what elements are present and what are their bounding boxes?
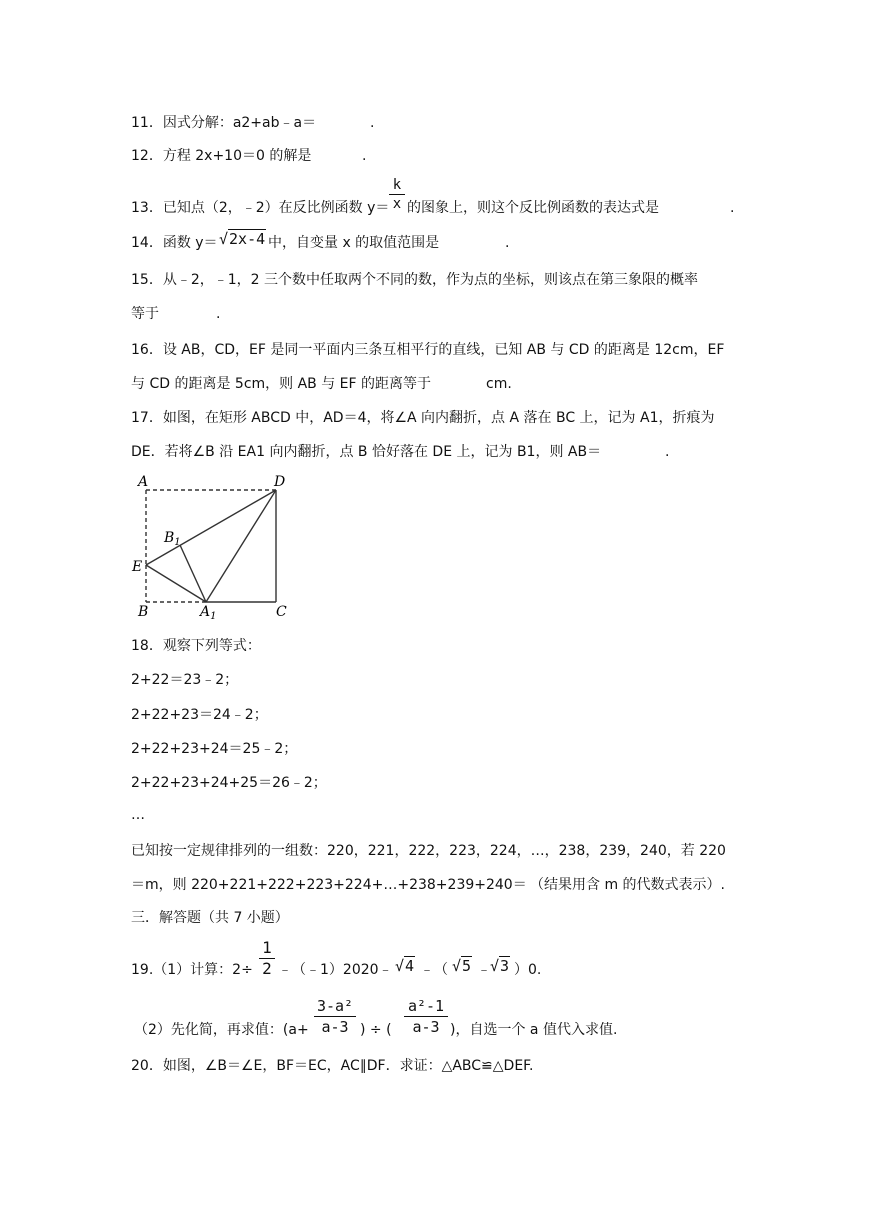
q18-eq1: 2+22＝23﹣2；	[131, 672, 239, 688]
q19-2-f1-den: a-3	[314, 1016, 356, 1037]
q14-radical	[219, 230, 266, 248]
q19-fraction	[259, 938, 275, 979]
q19-sqrt4	[395, 957, 415, 975]
q13-frac-den: x	[389, 194, 405, 213]
q17-line2: DE．若将∠B 沿 EA1 向内翻折，点 B 恰好落在 DE 上，记为 B1，则 AB＝	[131, 444, 602, 460]
label-D: D	[274, 474, 286, 490]
q13-frac-num: k	[392, 177, 402, 193]
q14-post: 中，自变量 x 的取值范围是	[268, 235, 440, 251]
q19-radicand-4: 4	[405, 957, 415, 975]
q19-radicand-3: 3	[500, 957, 510, 975]
label-E: E	[132, 559, 143, 575]
q19-minus: ﹣	[477, 962, 491, 978]
label-A1: $A_1$	[200, 604, 217, 620]
q18-line1: 已知按一定规律排列的一组数：220，221，222，223，224，…，238，239，240，若 220	[131, 843, 726, 859]
q14-end: .	[505, 235, 510, 251]
q19-sqrt5	[452, 957, 472, 975]
q20-line: 20．如图，∠B＝∠E，BF＝EC，AC∥DF．求证：△ABC≌△DEF.	[131, 1058, 534, 1074]
q12-end: .	[362, 148, 367, 164]
q16-line2: 与 CD 的距离是 5cm，则 AB 与 EF 的距离等于	[131, 376, 432, 392]
label-A: A	[138, 474, 149, 490]
q14-pre: 14．函数 y＝	[131, 235, 218, 251]
q19-2-pre: （2）先化简，再求值：(a+	[134, 1022, 309, 1038]
q19-1-mid: ﹣（﹣1）2020﹣	[278, 962, 393, 978]
q19-sqrt3	[490, 957, 510, 975]
sqrt-icon: √	[219, 230, 229, 248]
q13-post: 的图象上，则这个反比例函数的表达式是	[407, 200, 659, 216]
q13-fraction	[389, 176, 405, 213]
q19-2-fraction-1	[314, 996, 356, 1037]
q11-end: .	[370, 115, 375, 131]
q18-dots: …	[131, 807, 145, 823]
q18-end: （结果用含 m 的代数式表示）.	[530, 877, 725, 893]
label-B: B	[138, 604, 149, 620]
q13-pre: 13．已知点（2，﹣2）在反比例函数 y＝	[131, 200, 390, 216]
q19-1-mid2: ﹣（	[420, 962, 448, 978]
q14-radicand: 2x-4	[229, 230, 266, 248]
q15-line2: 等于	[131, 306, 159, 322]
q18-eq2: 2+22+23＝24﹣2；	[131, 707, 268, 723]
segment-ED	[146, 490, 276, 565]
q15-line1: 15．从﹣2，﹣1，2 三个数中任取两个不同的数，作为点的坐标，则该点在第三象限的概率	[131, 272, 698, 288]
section-three-heading: 三．解答题（共 7 小题）	[131, 910, 289, 926]
q19-frac-den: 2	[259, 958, 275, 979]
label-C: C	[276, 604, 287, 620]
q11-text: 11．因式分解：a2+ab﹣a＝	[131, 115, 317, 131]
q16-end: cm.	[486, 376, 512, 392]
q18-eq3: 2+22+23+24＝25﹣2；	[131, 741, 298, 757]
sqrt-icon: √	[452, 957, 462, 975]
q19-2-f2-den: a-3	[404, 1016, 448, 1037]
sqrt-icon: √	[395, 957, 405, 975]
q19-2-fraction-2	[404, 996, 448, 1037]
q19-2-f1-num: 3-a²	[316, 997, 354, 1015]
q19-radicand-5: 5	[462, 957, 472, 975]
q17-line1: 17．如图，在矩形 ABCD 中，AD＝4，将∠A 向内翻折，点 A 落在 BC 上，记为 A1，折痕为	[131, 410, 715, 426]
q13-end: .	[730, 200, 735, 216]
q19-1-pre: 19.（1）计算：2÷	[131, 962, 253, 978]
q11-line	[131, 113, 316, 133]
q17-figure	[128, 470, 298, 620]
q17-end: .	[665, 444, 670, 460]
q16-line1: 16．设 AB，CD，EF 是同一平面内三条互相平行的直线，已知 AB 与 CD 的距离是 12cm，EF	[131, 342, 725, 358]
q18-title: 18．观察下列等式：	[131, 638, 261, 654]
segment-A1D	[206, 490, 276, 602]
sqrt-icon: √	[490, 957, 500, 975]
q18-line2: ＝m，则 220+221+222+223+224+…+238+239+240＝	[131, 877, 527, 893]
q19-2-end: )，自选一个 a 值代入求值.	[450, 1022, 618, 1038]
q19-2-mid: ) ÷ (	[360, 1022, 392, 1038]
q18-eq4: 2+22+23+24+25＝26﹣2；	[131, 775, 327, 791]
q19-2-f2-num: a²-1	[407, 997, 445, 1015]
q19-frac-num: 1	[262, 938, 272, 957]
q15-end: .	[216, 306, 221, 322]
q12-line: 12．方程 2x+10＝0 的解是	[131, 148, 312, 164]
label-B1: $B_1$	[164, 530, 181, 548]
q19-1-end: ）0.	[514, 962, 542, 978]
